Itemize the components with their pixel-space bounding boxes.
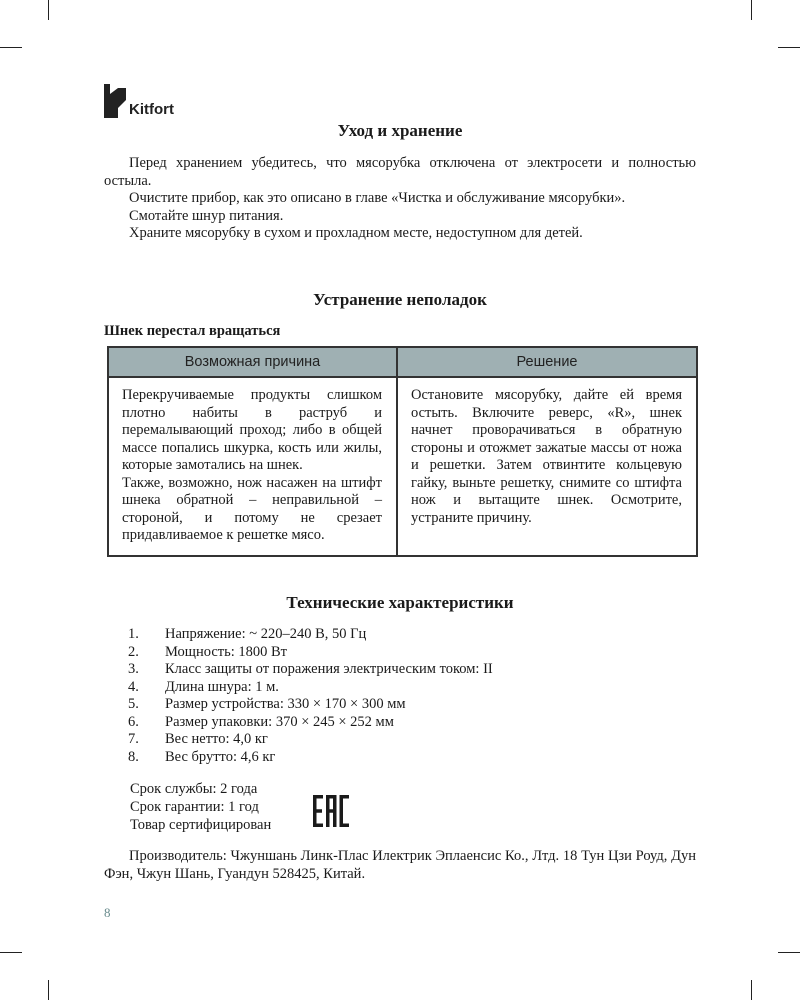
- spec-item: [128, 731, 493, 749]
- kitfort-logo-mark-icon: [104, 84, 126, 118]
- table-header-row: [108, 347, 697, 377]
- problem-heading: Шнек перестал вращаться: [104, 323, 281, 339]
- spec-item: [128, 679, 493, 697]
- logo-text: Kitfort: [129, 101, 174, 118]
- table-row: [108, 377, 697, 556]
- care-paragraph: Очистите прибор, как это описано в главе «Чистка и обслуживание мясорубки».: [129, 190, 626, 206]
- troubleshooting-table: [107, 346, 698, 557]
- solution-cell: [397, 377, 697, 556]
- crop-mark: [48, 0, 49, 20]
- spec-item: [128, 661, 493, 679]
- spec-number: 2.: [128, 643, 139, 660]
- spec-text: Размер устройства: 330 × 170 × 300 мм: [165, 696, 406, 712]
- warranty-period: Срок гарантии: 1 год: [130, 799, 259, 815]
- crop-mark: [778, 952, 800, 953]
- spec-item: [128, 696, 493, 714]
- kitfort-logo: [104, 84, 174, 118]
- spec-item: [128, 626, 493, 644]
- spec-number: 8.: [128, 748, 139, 765]
- spec-number: 6.: [128, 713, 139, 730]
- solution-text: Остановите мясорубку, дайте ей время остыть. Включите реверс, «R», шнек начнет проворачиваться в обратную стороны и отожмет зажатые массы от ножа и решетки. Затем отвинтите кольцевую гайку, выньте решетку, снимите со штифта нож и вытащите шнек. Осмотрите, устраните причину.: [411, 387, 682, 526]
- crop-mark: [48, 980, 49, 1000]
- specs-list: [128, 626, 493, 766]
- eac-mark-icon: [313, 795, 349, 827]
- spec-number: 7.: [128, 731, 139, 747]
- service-info: [130, 780, 271, 834]
- certification-note: Товар сертифицирован: [130, 817, 272, 833]
- care-title: Уход и хранение: [337, 121, 463, 140]
- care-paragraph: Храните мясорубку в сухом и прохладном месте, недоступном для детей.: [129, 225, 583, 241]
- header-cause: Возможная причина: [108, 347, 397, 377]
- cause-text: Перекручиваемые продукты слишком плотно набиты в раструб и перемалывающий проход; либо в общей массе попались шкурка, кость или жилы, которые замотались на шнек.: [122, 387, 382, 473]
- crop-mark: [751, 980, 752, 1000]
- cause-text: Также, возможно, нож насажен на штифт шнека обратной – неправильной – стороной, и потому не срезает придавливаемое к решетке мясо.: [122, 474, 382, 543]
- care-text: [104, 155, 696, 243]
- crop-mark: [778, 47, 800, 48]
- crop-mark: [0, 47, 22, 48]
- spec-text: Вес брутто: 4,6 кг: [165, 748, 276, 765]
- manufacturer-info: [104, 848, 696, 883]
- spec-number: 4.: [128, 678, 139, 695]
- spec-text: Длина шнура: 1 м.: [165, 678, 279, 695]
- header-solution: Решение: [397, 347, 697, 377]
- spec-item: [128, 749, 493, 767]
- care-paragraph: Смотайте шнур питания.: [129, 207, 284, 224]
- spec-number: 1.: [128, 626, 139, 642]
- spec-text: Мощность: 1800 Вт: [165, 643, 287, 660]
- troubleshooting-title: Устранение неполадок: [313, 290, 487, 309]
- cause-cell: [108, 377, 397, 556]
- spec-number: 3.: [128, 661, 139, 677]
- spec-item: [128, 714, 493, 732]
- spec-item: [128, 644, 493, 662]
- service-lifetime: Срок службы: 2 года: [130, 781, 258, 797]
- page-number: 8: [104, 905, 111, 920]
- spec-number: 5.: [128, 696, 139, 712]
- spec-text: Класс защиты от поражения электрическим током: II: [165, 661, 493, 677]
- spec-text: Напряжение: ~ 220–240 В, 50 Гц: [165, 626, 367, 642]
- specs-title: Технические характеристики: [286, 593, 514, 612]
- crop-mark: [0, 952, 22, 953]
- crop-mark: [751, 0, 752, 20]
- spec-text: Вес нетто: 4,0 кг: [165, 731, 268, 747]
- care-paragraph: Перед хранением убедитесь, что мясорубка отключена от электросети и полностью остыла.: [104, 155, 696, 189]
- manufacturer-text: Производитель: Чжуншань Линк-Плас Илектрик Эплаенсис Ко., Лтд. 18 Тун Цзи Роуд, Дун Фэн, Чжун Шань, Гуандун 528425, Китай.: [104, 848, 696, 882]
- spec-text: Размер упаковки: 370 × 245 × 252 мм: [165, 713, 394, 730]
